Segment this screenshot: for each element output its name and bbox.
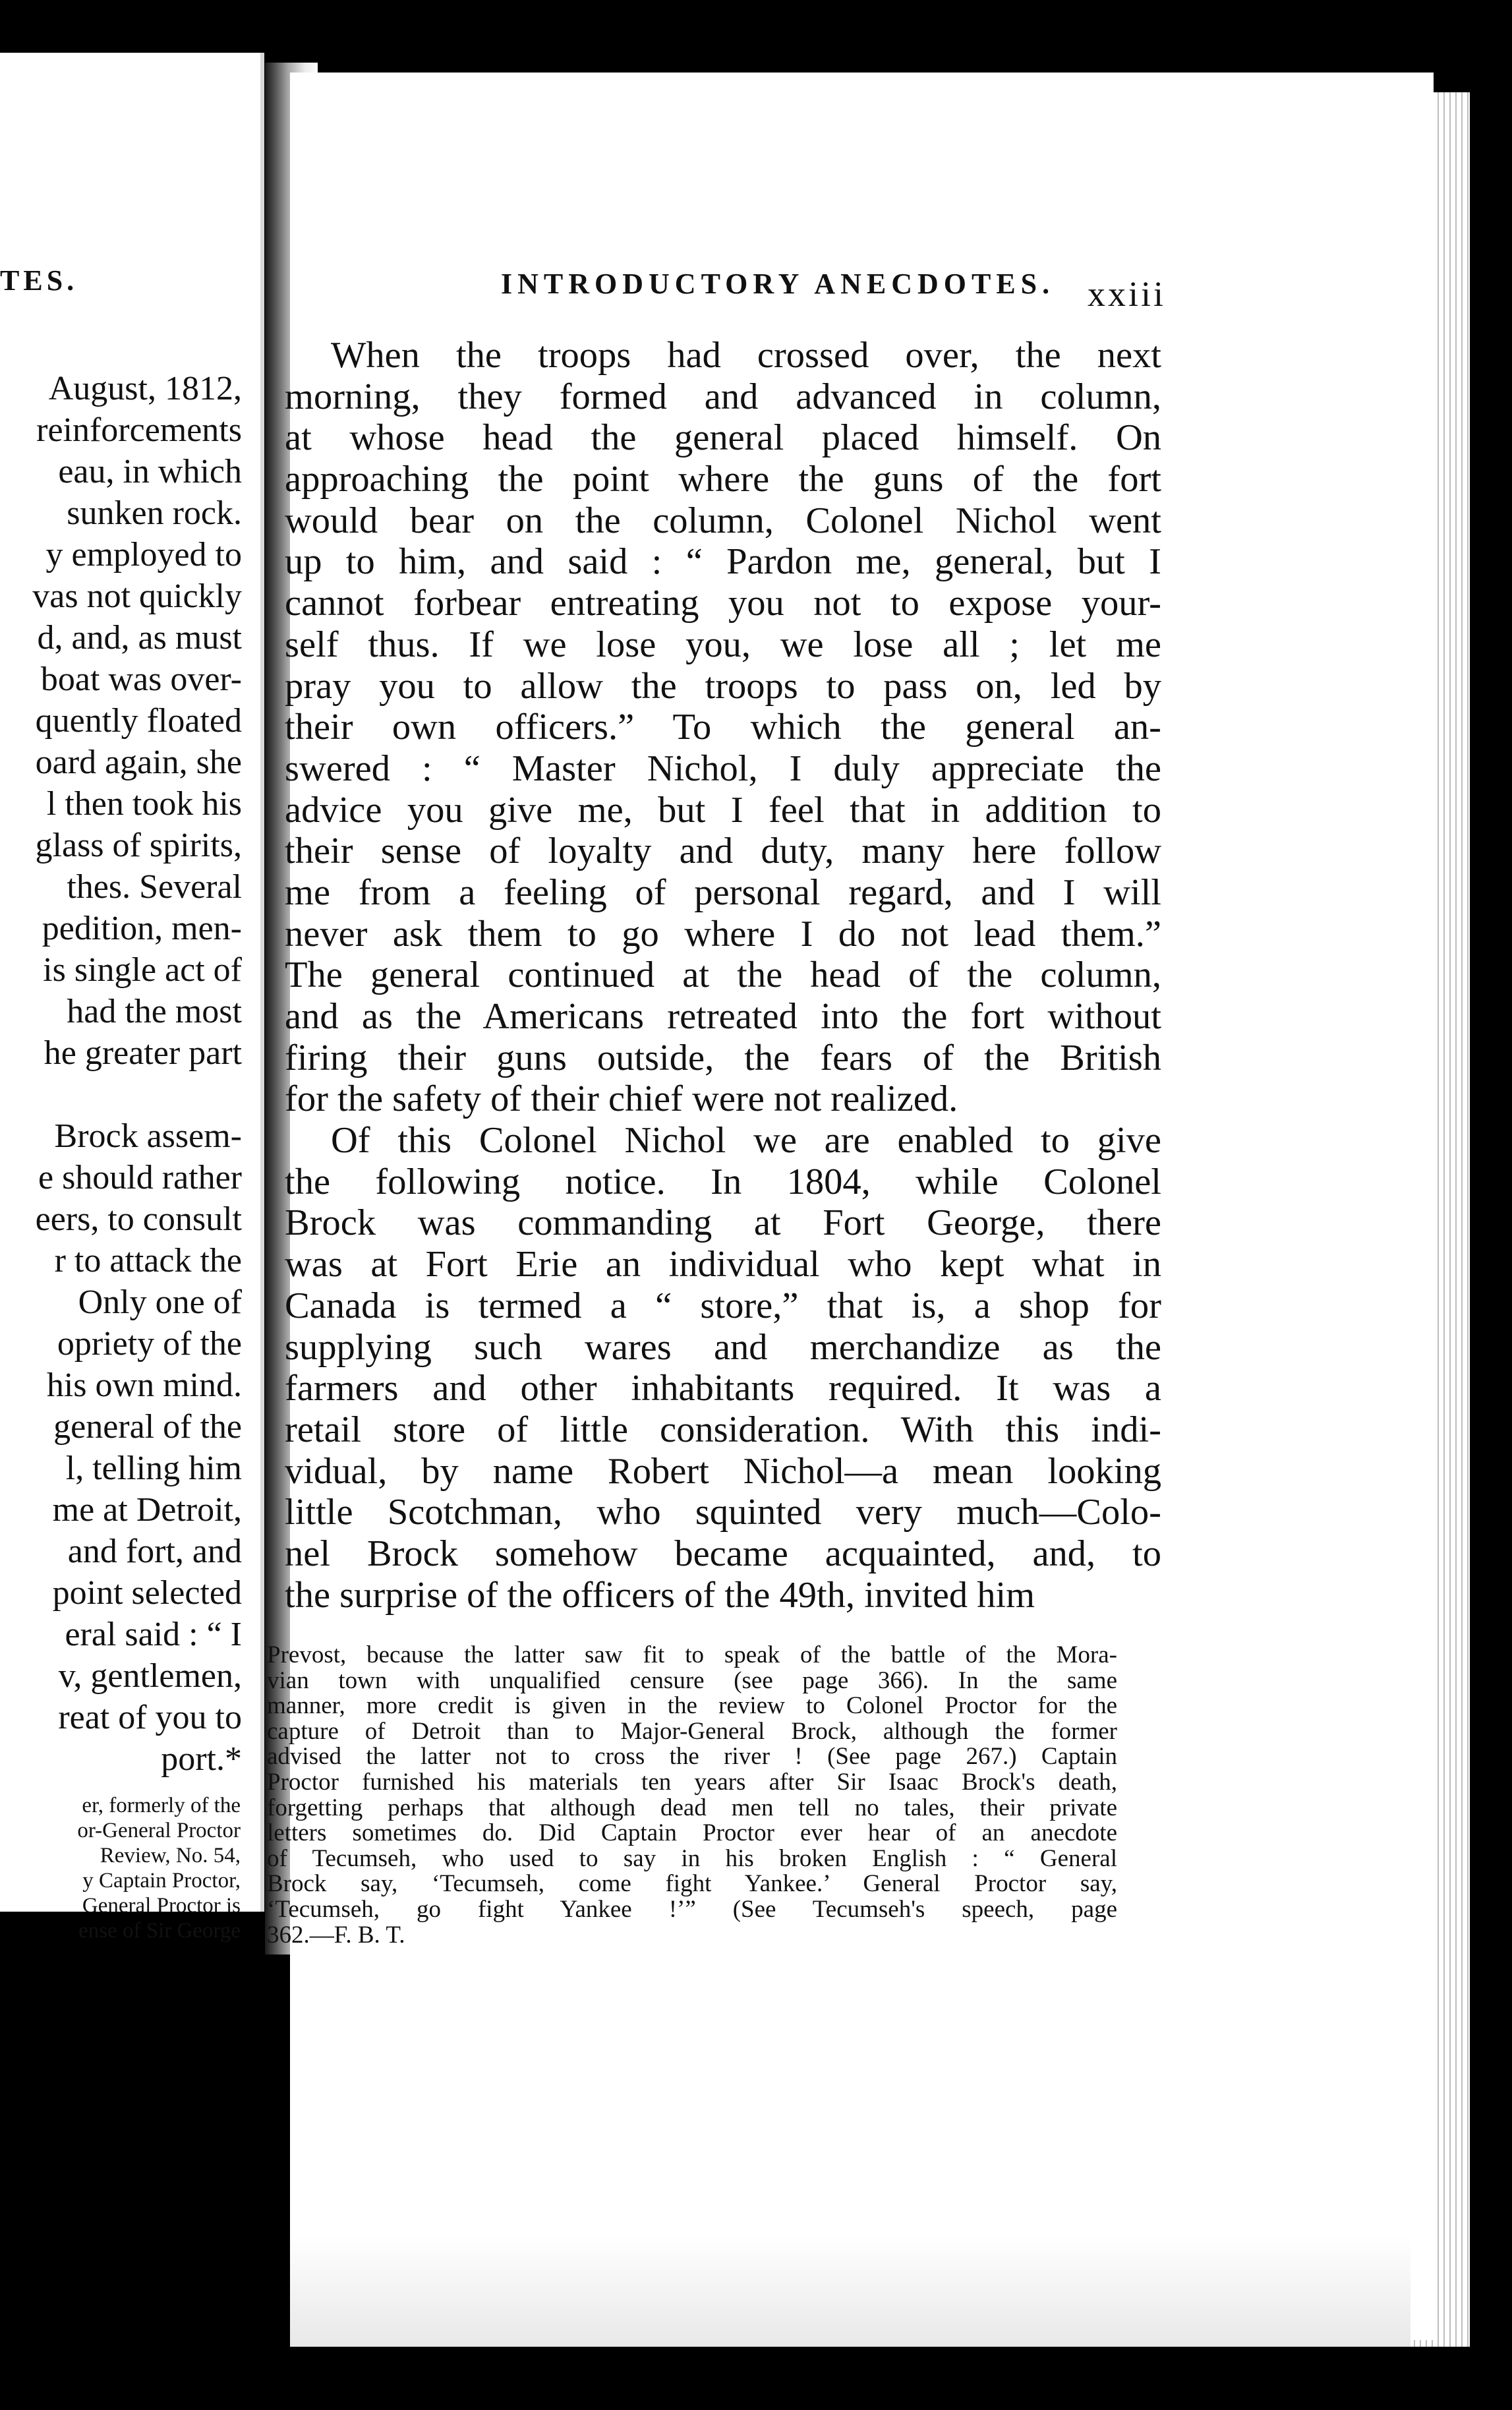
left-text-line: point selected bbox=[52, 1574, 242, 1612]
left-text-line: oard again, she bbox=[35, 744, 242, 781]
left-text-line: eers, to consult bbox=[35, 1200, 242, 1238]
left-body-text bbox=[0, 368, 242, 1780]
left-text-line: Brock assem- bbox=[54, 1117, 242, 1155]
footnote-line: Brock say, ‘Tecumseh, come fight Yankee.’ General Proctor say, bbox=[267, 1870, 1117, 1898]
left-text-line: reat of you to bbox=[58, 1699, 242, 1736]
footnote-line: 362.—F. B. T. bbox=[267, 1921, 405, 1949]
left-text-line: pedition, men- bbox=[42, 910, 242, 947]
left-text-line: eral said : “ I bbox=[65, 1616, 242, 1653]
body-text-line: me from a feeling of personal regard, and I will bbox=[285, 871, 1161, 913]
body-text-line: the following notice. In 1804, while Colonel bbox=[285, 1161, 1161, 1202]
footnote-line: letters sometimes do. Did Captain Proctor ever hear of an anecdote bbox=[267, 1819, 1117, 1847]
body-text-line: When the troops had crossed over, the next bbox=[331, 335, 1161, 376]
footnotes bbox=[267, 1643, 1117, 1948]
left-footnotes bbox=[0, 1793, 241, 1943]
body-text-line: their sense of loyalty and duty, many here follow bbox=[285, 831, 1161, 872]
left-text-line: e should rather bbox=[38, 1159, 242, 1196]
left-text-line: l then took his bbox=[46, 785, 242, 823]
left-text-line: y employed to bbox=[45, 536, 242, 573]
left-footnote-line: Review, No. 54, bbox=[100, 1844, 241, 1867]
body-text-line: at whose head the general placed himself. On bbox=[285, 417, 1161, 459]
left-text-line: general of the bbox=[53, 1408, 242, 1446]
body-text-line: for the safety of their chief were not realized. bbox=[285, 1078, 958, 1120]
left-running-head: TES. bbox=[0, 264, 78, 297]
left-text-line: Only one of bbox=[78, 1283, 242, 1321]
footnote-line: Prevost, because the latter saw fit to speak of the battle of the Mora- bbox=[267, 1641, 1117, 1668]
left-text-line: had the most bbox=[67, 993, 242, 1030]
left-footnote-line: General Proctor is bbox=[82, 1894, 241, 1918]
body-text bbox=[285, 335, 1161, 1616]
body-text-line: advice you give me, but I feel that in addition to bbox=[285, 789, 1161, 831]
footnote-line: forgetting perhaps that although dead men tell no tales, their private bbox=[267, 1794, 1117, 1821]
left-footnote-line: er, formerly of the bbox=[82, 1794, 241, 1817]
body-text-line: self thus. If we lose you, we lose all ; let me bbox=[285, 624, 1161, 665]
left-text-line: vas not quickly bbox=[32, 577, 242, 615]
left-text-line: thes. Several bbox=[67, 868, 242, 906]
body-text-line: Canada is termed a “ store,” that is, a shop for bbox=[285, 1285, 1161, 1326]
body-text-line: firing their guns outside, the fears of the British bbox=[285, 1037, 1161, 1078]
left-text-line bbox=[0, 1074, 242, 1115]
left-text-line: and fort, and bbox=[67, 1533, 242, 1570]
page-bottom-shade bbox=[290, 2235, 1410, 2347]
left-text-line: eau, in which bbox=[58, 453, 242, 490]
body-text-line: farmers and other inhabitants required. It was a bbox=[285, 1368, 1161, 1409]
body-text-line: never ask them to go where I do not lead them.” bbox=[285, 913, 1161, 955]
left-text-line: glass of spirits, bbox=[35, 827, 242, 864]
footnote-line: vian town with unqualified censure (see page 366). In the same bbox=[267, 1666, 1117, 1694]
body-text-line: their own officers.” To which the general an- bbox=[285, 707, 1161, 748]
left-text-line: he greater part bbox=[44, 1034, 242, 1072]
left-text-line: is single act of bbox=[43, 951, 242, 989]
left-text-line: opriety of the bbox=[57, 1325, 242, 1363]
body-text-line: nel Brock somehow became acquainted, and, to bbox=[285, 1533, 1161, 1574]
left-text-line: d, and, as must bbox=[37, 619, 242, 657]
left-footnote-line: y Captain Proctor, bbox=[82, 1869, 241, 1893]
left-text-line: port.* bbox=[161, 1740, 242, 1778]
left-page-fragment bbox=[0, 53, 264, 1943]
body-text-line: Brock was commanding at Fort George, there bbox=[285, 1202, 1161, 1244]
left-text-line: l, telling him bbox=[65, 1450, 242, 1487]
body-text-line: vidual, by name Robert Nichol—a mean looking bbox=[285, 1450, 1161, 1492]
footnote-line: Proctor furnished his materials ten years after Sir Isaac Brock's death, bbox=[267, 1768, 1117, 1796]
body-text-line: morning, they formed and advanced in column, bbox=[285, 376, 1161, 417]
body-text-line: and as the Americans retreated into the fort without bbox=[285, 996, 1161, 1037]
body-text-line: would bear on the column, Colonel Nichol went bbox=[285, 500, 1161, 541]
left-footnote-line: or-General Proctor bbox=[77, 1819, 241, 1842]
body-text-line: cannot forbear entreating you not to expose your- bbox=[285, 583, 1161, 624]
page-number: xxiii bbox=[1088, 274, 1167, 314]
body-text-line: Of this Colonel Nichol we are enabled to give bbox=[331, 1120, 1161, 1161]
body-text-line: little Scotchman, who squinted very much—Colo- bbox=[285, 1492, 1161, 1533]
footnote-line: of Tecumseh, who used to say in his broken English : “ General bbox=[267, 1844, 1117, 1872]
left-text-line: August, 1812, bbox=[48, 370, 242, 407]
body-text-line: was at Fort Erie an individual who kept what in bbox=[285, 1244, 1161, 1285]
body-text-line: approaching the point where the guns of the fort bbox=[285, 459, 1161, 500]
body-text-line: pray you to allow the troops to pass on, led by bbox=[285, 665, 1161, 707]
body-text-line: retail store of little consideration. With this indi- bbox=[285, 1409, 1161, 1450]
footnote-line: advised the latter not to cross the river ! (See page 267.) Captain bbox=[267, 1743, 1117, 1771]
footnote-line: manner, more credit is given in the review to Colonel Proctor for the bbox=[267, 1692, 1117, 1720]
left-text-line: his own mind. bbox=[46, 1367, 242, 1404]
left-text-line: v, gentlemen, bbox=[58, 1657, 242, 1695]
left-text-line: boat was over- bbox=[40, 661, 242, 698]
footnote-line: ‘Tecumseh, go fight Yankee !’” (See Tecumseh's speech, page bbox=[267, 1895, 1117, 1923]
body-text-line: supplying such wares and merchandize as the bbox=[285, 1326, 1161, 1368]
left-footnote-line: ense of Sir George bbox=[78, 1919, 241, 1943]
running-head: INTRODUCTORY ANECDOTES. bbox=[501, 268, 1055, 300]
body-text-line: swered : “ Master Nichol, I duly appreciate the bbox=[285, 748, 1161, 789]
body-text-line: The general continued at the head of the column, bbox=[285, 955, 1161, 996]
body-text-line: the surprise of the officers of the 49th, invited him bbox=[285, 1574, 1035, 1616]
left-text-line: reinforcements bbox=[36, 411, 242, 449]
footnote-line: capture of Detroit than to Major-General Brock, although the former bbox=[267, 1717, 1117, 1745]
left-text-line: quently floated bbox=[35, 702, 242, 740]
left-text-line: sunken rock. bbox=[67, 494, 242, 532]
left-text-line: me at Detroit, bbox=[52, 1491, 242, 1529]
left-text-line: r to attack the bbox=[54, 1242, 242, 1279]
body-text-line: up to him, and said : “ Pardon me, general, but I bbox=[285, 541, 1161, 583]
